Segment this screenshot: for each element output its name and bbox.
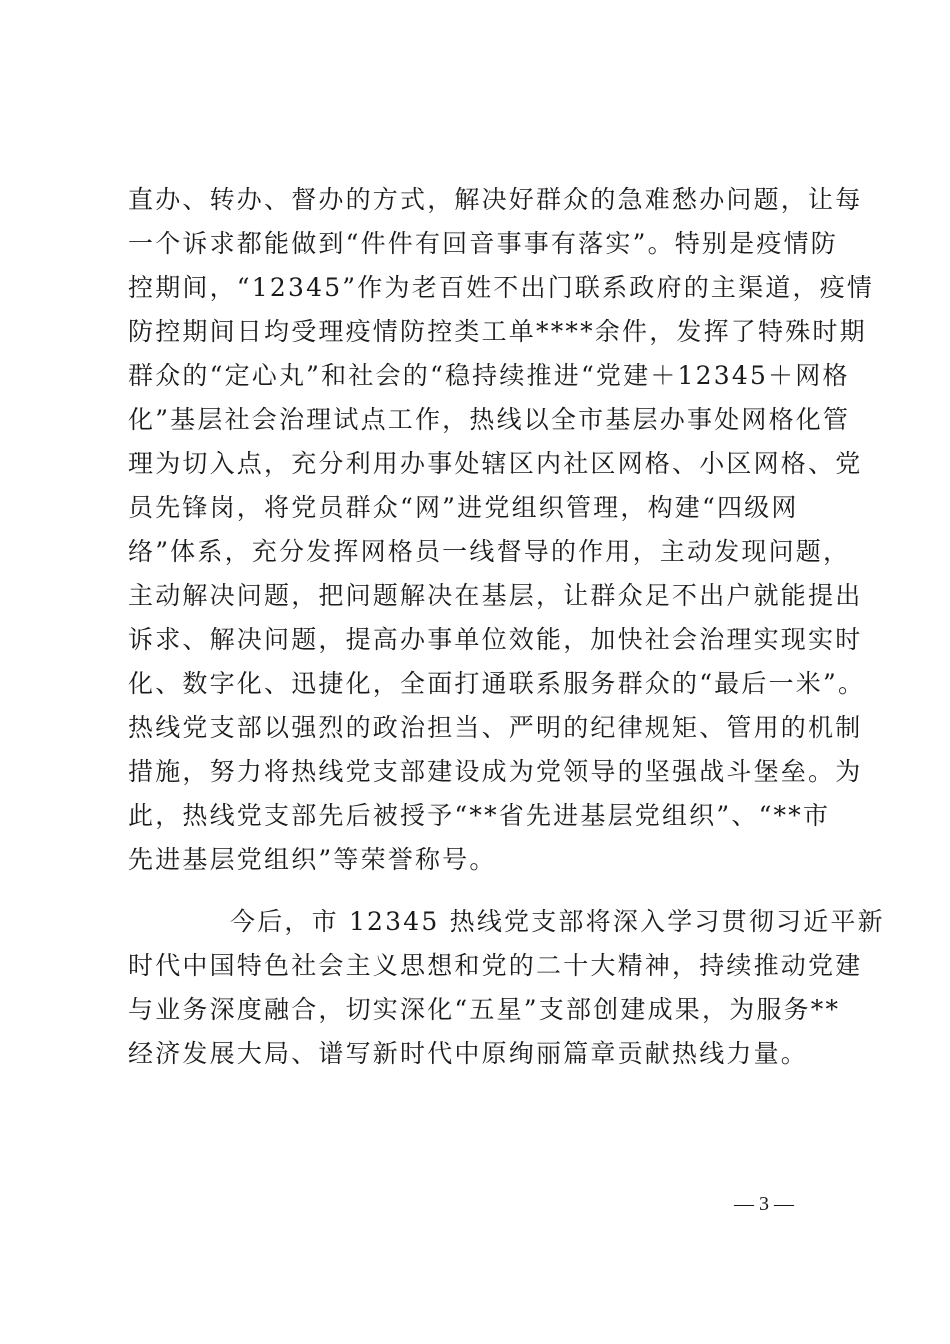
paragraph-1-line-10: 主动解决问题，把问题解决在基层，让群众足不出户就能提出 <box>128 581 863 610</box>
paragraph-1-line-13: 热线党支部以强烈的政治担当、严明的纪律规矩、管用的机制 <box>128 713 863 742</box>
paragraph-1-line-3: 控期间，“12345”作为老百姓不出门联系政府的主渠道，疫情 <box>128 273 875 302</box>
paragraph-1-line-15: 此，热线党支部先后被授予“**省先进基层党组织”、“**市 <box>128 801 831 830</box>
paragraph-1-line-1: 直办、转办、督办的方式，解决好群众的急难愁办问题，让每 <box>128 185 863 214</box>
paragraph-2-line-3: 与业务深度融合，切实深化“五星”支部创建成果，为服务** <box>128 995 841 1024</box>
paragraph-1-line-11: 诉求、解决问题，提高办事单位效能，加快社会治理实现实时 <box>128 625 863 654</box>
paragraph-1-line-2: 一个诉求都能做到“件件有回音事事有落实”。特别是疫情防 <box>128 229 838 258</box>
paragraph-2-line-1: 今后，市 12345 热线党支部将深入学习贯彻习近平新 <box>230 907 885 936</box>
paragraph-2-line-4: 经济发展大局、谱写新时代中原绚丽篇章贡献热线力量。 <box>128 1039 809 1068</box>
paragraph-2-line-2: 时代中国特色社会主义思想和党的二十大精神，持续推动党建 <box>128 951 863 980</box>
paragraph-1-line-16: 先进基层党组织”等荣誉称号。 <box>128 845 497 874</box>
paragraph-1-line-5: 群众的“定心丸”和社会的“稳持续推进“党建＋12345＋网格 <box>128 361 850 390</box>
page-number: — 3 — <box>734 1193 794 1215</box>
paragraph-1-line-8: 员先锋岗，将党员群众“网”进党组织管理，构建“四级网 <box>128 493 799 522</box>
paragraph-1-line-14: 措施，努力将热线党支部建设成为党领导的坚强战斗堡垒。为 <box>128 757 863 786</box>
paragraph-1-line-4: 防控期间日均受理疫情防控类工单****余件，发挥了特殊时期 <box>128 317 867 346</box>
paragraph-1-line-6: 化”基层社会治理试点工作，热线以全市基层办事处网格化管 <box>128 405 851 434</box>
paragraph-1-line-12: 化、数字化、迅捷化，全面打通联系服务群众的“最后一米”。 <box>128 669 866 698</box>
paragraph-1-line-7: 理为切入点，充分利用办事处辖区内社区网格、小区网格、党 <box>128 449 863 478</box>
paragraph-1-line-9: 络”体系，充分发挥网格员一线督导的作用，主动发现问题， <box>128 537 851 566</box>
